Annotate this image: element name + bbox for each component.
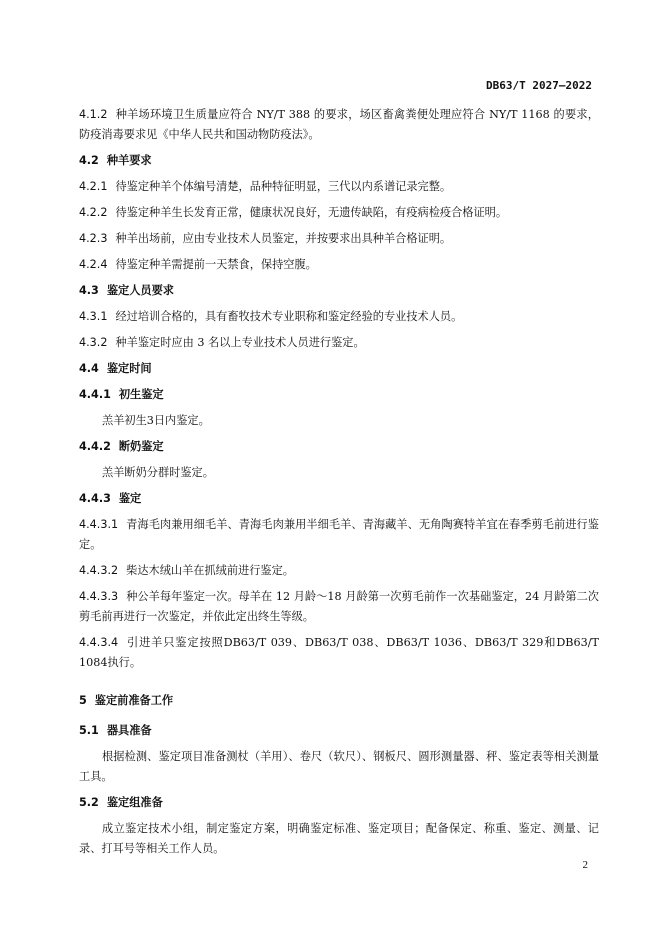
clause-number: 4.4.3.4 <box>79 636 119 649</box>
clause-number: 4.4.3.2 <box>79 564 119 577</box>
clause-number: 4.4.3.1 <box>79 518 119 531</box>
subsection-title: 断奶鉴定 <box>118 440 164 453</box>
clause-4-2-3 <box>79 229 599 249</box>
page-number: 2 <box>582 859 588 871</box>
section-title: 鉴定组准备 <box>106 796 163 809</box>
section-number: 4.2 <box>79 154 99 167</box>
clause-4-2-1 <box>79 177 599 197</box>
paragraph-4-4-2: 羔羊断奶分群时鉴定。 <box>102 466 214 479</box>
clause-number: 4.2.4 <box>79 258 108 271</box>
section-number: 5.2 <box>79 796 99 809</box>
chapter-title: 鉴定前准备工作 <box>94 694 174 707</box>
chapter-heading-5 <box>79 691 599 711</box>
clause-number: 4.3.1 <box>79 310 108 323</box>
section-number: 4.4 <box>79 362 99 375</box>
clause-text: 种公羊每年鉴定一次。母羊在 12 月龄～18 月龄第一次剪毛前作一次基础鉴定，24 月龄第二次剪毛前再进行一次鉴定，并依此定出终生等级。 <box>79 590 599 623</box>
section-heading-5-1 <box>79 721 599 741</box>
clause-text: 青海毛肉兼用细毛羊、青海毛肉兼用半细毛羊、青海藏羊、无角陶赛特羊宜在春季剪毛前进行鉴定。 <box>79 518 599 551</box>
section-number: 4.3 <box>79 284 99 297</box>
subsection-heading-4-4-3 <box>79 489 599 509</box>
subsection-number: 4.4.2 <box>79 440 111 453</box>
section-title: 鉴定时间 <box>106 362 152 375</box>
subsection-heading-4-4-2 <box>79 437 599 457</box>
subsection-title: 鉴定 <box>118 492 142 505</box>
clause-number: 4.2.3 <box>79 232 108 245</box>
clause-4-4-3-1 <box>79 515 599 555</box>
section-title: 鉴定人员要求 <box>106 284 174 297</box>
clause-text: 待鉴定种羊个体编号清楚，品种特征明显，三代以内系谱记录完整。 <box>115 180 452 193</box>
clause-4-2-4 <box>79 255 599 275</box>
clause-text: 种羊出场前，应由专业技术人员鉴定，并按要求出具种羊合格证明。 <box>115 232 452 245</box>
document-body <box>79 105 599 859</box>
clause-4-1-2 <box>79 105 599 145</box>
document-code: DB63/T 2027—2022 <box>486 79 592 92</box>
chapter-number: 5 <box>79 694 87 707</box>
subsection-title: 初生鉴定 <box>118 388 164 401</box>
paragraph-4-4-1: 羔羊初生3日内鉴定。 <box>102 414 210 427</box>
section-heading-5-2 <box>79 793 599 813</box>
clause-number: 4.1.2 <box>79 108 108 121</box>
section-number: 5.1 <box>79 724 99 737</box>
clause-text: 柴达木绒山羊在抓绒前进行鉴定。 <box>126 564 294 577</box>
clause-text: 种羊场环境卫生质量应符合 NY/T 388 的要求，场区畜禽粪便处理应符合 NY/T 1168 的要求，防疫消毒要求见《中华人民共和国动物防疫法》。 <box>79 108 599 141</box>
subsection-number: 4.4.1 <box>79 388 111 401</box>
subsection-number: 4.4.3 <box>79 492 111 505</box>
clause-text: 待鉴定种羊需提前一天禁食，保持空腹。 <box>115 258 317 271</box>
clause-number: 4.2.1 <box>79 180 108 193</box>
section-heading-4-2 <box>79 151 599 171</box>
clause-text: 种羊鉴定时应由 3 名以上专业技术人员进行鉴定。 <box>115 336 365 349</box>
section-title: 种羊要求 <box>106 154 152 167</box>
clause-4-4-3-4 <box>79 633 599 673</box>
subsection-heading-4-4-1 <box>79 385 599 405</box>
section-heading-4-4 <box>79 359 599 379</box>
clause-text: 经过培训合格的，具有畜牧技术专业职称和鉴定经验的专业技术人员。 <box>115 310 463 323</box>
paragraph-5-1: 根据检测、鉴定项目准备测杖（羊用）、卷尺（软尺）、钢板尺、圆形测量器、秤、鉴定表等相关测量工具。 <box>79 750 599 783</box>
clause-4-3-1 <box>79 307 599 327</box>
section-title: 器具准备 <box>106 724 152 737</box>
clause-text: 待鉴定种羊生长发育正常，健康状况良好，无遗传缺陷，有疫病检疫合格证明。 <box>115 206 508 219</box>
clause-number: 4.3.2 <box>79 336 108 349</box>
clause-number: 4.2.2 <box>79 206 108 219</box>
clause-4-4-3-3 <box>79 587 599 627</box>
clause-text: 引进羊只鉴定按照DB63/T 039、DB63/T 038、DB63/T 1036、DB63/T 329和DB63/T 1084执行。 <box>79 636 599 669</box>
clause-4-4-3-2 <box>79 561 599 581</box>
clause-4-3-2 <box>79 333 599 353</box>
section-heading-4-3 <box>79 281 599 301</box>
clause-number: 4.4.3.3 <box>79 590 119 603</box>
clause-4-2-2 <box>79 203 599 223</box>
paragraph-5-2: 成立鉴定技术小组，制定鉴定方案，明确鉴定标准、鉴定项目；配备保定、称重、鉴定、测量、记录、打耳号等相关工作人员。 <box>79 822 599 855</box>
